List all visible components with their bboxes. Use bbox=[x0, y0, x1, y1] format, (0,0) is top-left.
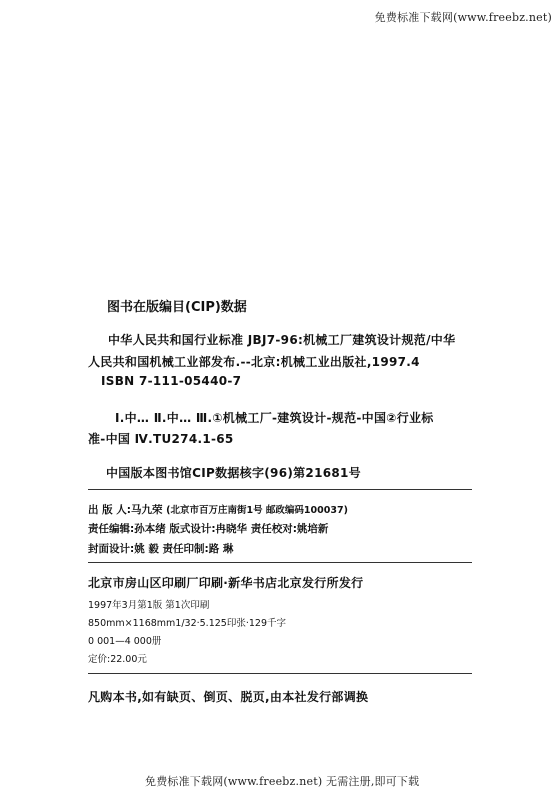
bottom-watermark: 免费标准下载网(www.freebz.net) 无需注册,即可下载 bbox=[145, 775, 420, 788]
price-line: 定价:22.00元 bbox=[88, 654, 147, 665]
publisher-address: (北京市百万庄南街1号 邮政编码100037) bbox=[166, 505, 348, 516]
editors-line: 责任编辑:孙本绪 版式设计:冉晓华 责任校对:姚培新 bbox=[88, 523, 329, 535]
top-watermark: 免费标准下载网(www.freebz.net) bbox=[374, 11, 552, 24]
publisher-line bbox=[88, 502, 348, 517]
subject-line-1: Ⅰ.中… Ⅱ.中… Ⅲ.①机械工厂-建筑设计-规范-中国②行业标 bbox=[115, 411, 434, 425]
cover-line: 封面设计:姚 毅 责任印制:路 琳 bbox=[88, 543, 234, 555]
cip-heading: 图书在版编目(CIP)数据 bbox=[107, 300, 247, 315]
isbn: ISBN 7-111-05440-7 bbox=[101, 374, 242, 388]
publisher-name: 出 版 人:马九荣 bbox=[88, 504, 163, 516]
edition-line: 1997年3月第1版 第1次印刷 bbox=[88, 600, 210, 611]
cip-number: 中国版本图书馆CIP数据核字(96)第21681号 bbox=[106, 466, 361, 480]
cip-entry-line-2: 人民共和国机械工业部发布.--北京:机械工业出版社,1997.4 bbox=[88, 355, 420, 369]
divider-middle bbox=[88, 562, 472, 563]
divider-bottom bbox=[88, 673, 472, 674]
subject-line-2: 准-中国 Ⅳ.TU274.1-65 bbox=[88, 432, 234, 446]
divider-top bbox=[88, 489, 472, 490]
print-run-line: 0 001—4 000册 bbox=[88, 636, 162, 647]
format-line: 850mm×1168mm1/32·5.125印张·129千字 bbox=[88, 618, 286, 629]
printer-line: 北京市房山区印刷厂印刷·新华书店北京发行所发行 bbox=[88, 576, 364, 590]
return-notice: 凡购本书,如有缺页、倒页、脱页,由本社发行部调换 bbox=[88, 690, 369, 704]
cip-entry-line-1: 中华人民共和国行业标准 JBJ7-96:机械工厂建筑设计规范/中华 bbox=[108, 333, 456, 347]
